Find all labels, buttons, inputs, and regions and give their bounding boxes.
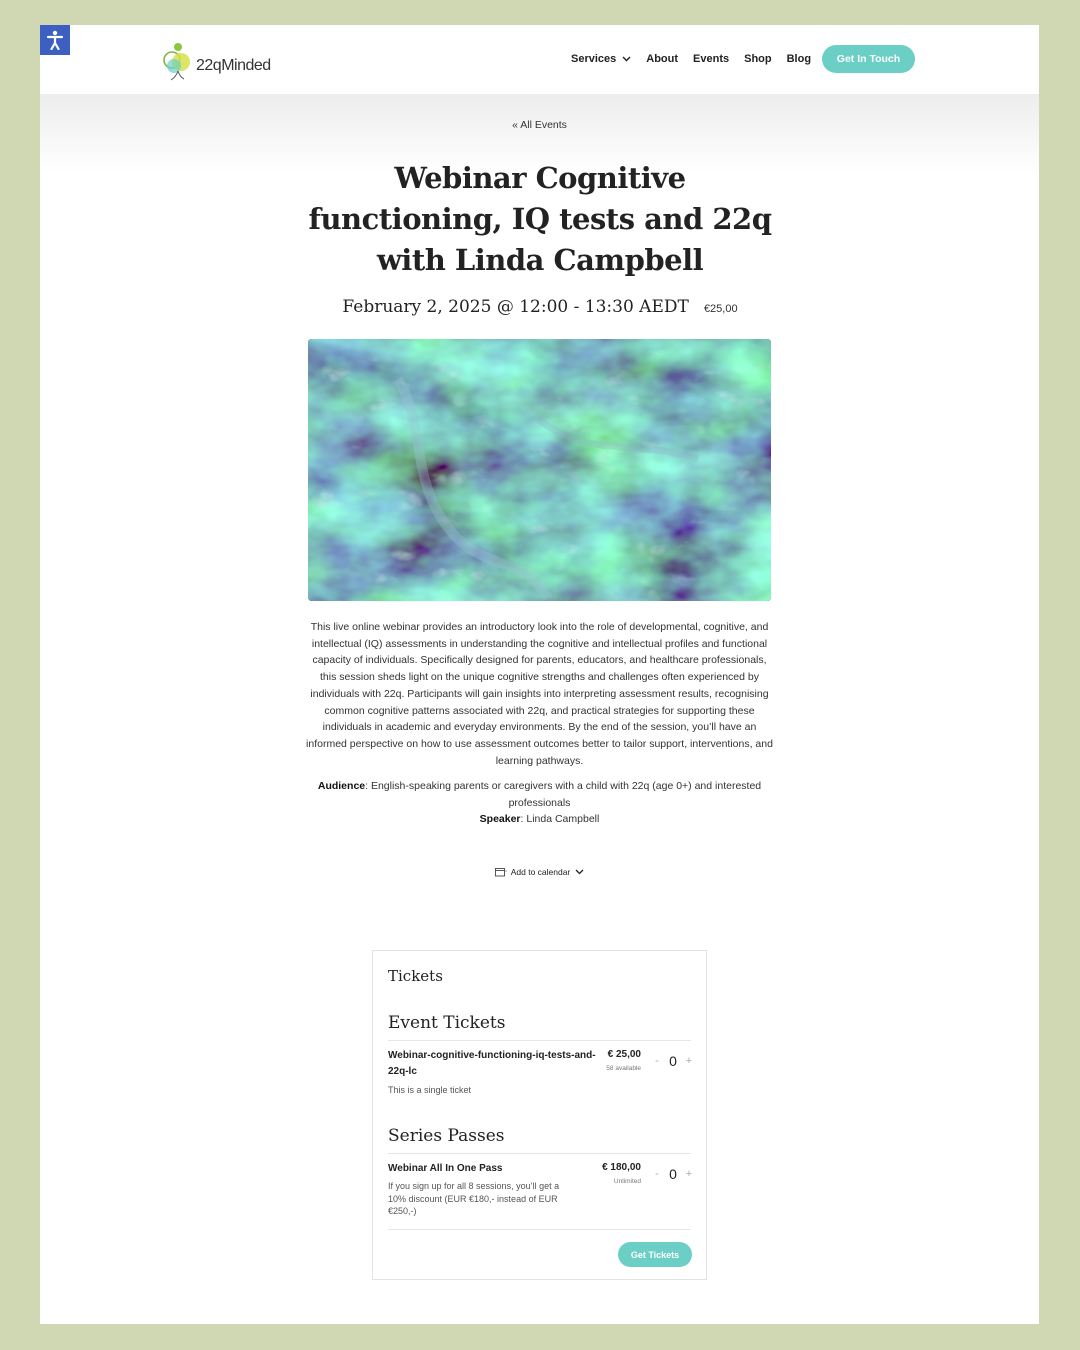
nav-item-services[interactable] bbox=[571, 53, 631, 65]
series-pass-description: If you sign up for all 8 sessions, you’ll get a 10% discount (EUR €180,- instead of EUR €250,-) bbox=[388, 1181, 560, 1216]
series-pass-price: € 180,00 bbox=[602, 1162, 641, 1173]
accessibility-button[interactable] bbox=[40, 25, 70, 55]
quantity-input[interactable]: 0 bbox=[669, 1166, 677, 1182]
event-tickets-heading: Event Tickets bbox=[388, 1013, 506, 1033]
nav-item-shop[interactable]: Shop bbox=[744, 53, 772, 65]
site-logo[interactable] bbox=[162, 37, 272, 85]
tickets-heading: Tickets bbox=[388, 967, 443, 985]
event-ticket-quantity bbox=[653, 1052, 693, 1070]
event-title: Webinar Cognitive functioning, IQ tests and 22q with Linda Campbell bbox=[308, 161, 772, 277]
tickets-form bbox=[372, 950, 707, 1280]
all-events-link[interactable]: « All Events bbox=[512, 119, 567, 131]
quantity-input[interactable]: 0 bbox=[669, 1053, 677, 1069]
speaker-text: : Linda Campbell bbox=[520, 813, 600, 826]
add-to-calendar-button[interactable] bbox=[40, 867, 1039, 877]
nav-item-events[interactable]: Events bbox=[693, 53, 730, 65]
add-to-calendar-label: Add to calendar bbox=[510, 867, 571, 877]
event-ticket-description: This is a single ticket bbox=[388, 1085, 472, 1095]
decrease-quantity-button[interactable]: - bbox=[655, 1055, 659, 1067]
decrease-quantity-button[interactable]: - bbox=[655, 1168, 659, 1180]
event-cost: €25,00 bbox=[703, 303, 738, 315]
chevron-down-icon bbox=[622, 56, 631, 62]
get-in-touch-button[interactable]: Get In Touch bbox=[822, 45, 915, 73]
increase-quantity-button[interactable]: + bbox=[685, 1055, 693, 1067]
page bbox=[40, 25, 1039, 1324]
divider bbox=[388, 1040, 691, 1041]
event-ticket-availability: 58 available bbox=[606, 1065, 641, 1072]
nav-item-about[interactable]: About bbox=[646, 53, 679, 65]
chevron-down-icon bbox=[575, 869, 584, 875]
logo-icon bbox=[162, 38, 194, 84]
series-passes-heading: Series Passes bbox=[388, 1126, 505, 1146]
event-featured-image bbox=[308, 339, 771, 601]
main-nav bbox=[571, 45, 826, 73]
event-ticket-name: Webinar-cognitive-functioning-iq-tests-and-22q-lc bbox=[388, 1050, 596, 1077]
event-description: This live online webinar provides an introductory look into the role of developmental, cognitive, and intellectual (IQ) assessments in understanding the cognitive and intellectual profiles and functional capacity of individuals. Specifically designed for parents, educators, and healthcare professionals, this session sheds light on the unique cognitive strengths and challenges often experienced by individuals with 22q. Participants will gain insights into interpreting assessment results, recognising common cognitive patterns associated with 22q, and practical strategies for supporting these individuals in academic and everyday environments. By the end of the session, you’ll have an informed perspective on how to use assessment outcomes better to tailor support, interventions, and learning pathways. bbox=[306, 621, 773, 767]
site-header bbox=[40, 25, 1039, 94]
nav-item-label: Services bbox=[571, 53, 617, 65]
nav-item-blog[interactable]: Blog bbox=[786, 53, 812, 65]
calendar-icon bbox=[495, 867, 507, 877]
series-pass-availability: Unlimited bbox=[613, 1178, 641, 1185]
audience-label: Audience bbox=[317, 780, 366, 792]
speaker-line bbox=[305, 811, 774, 828]
event-datetime-row bbox=[300, 297, 780, 317]
increase-quantity-button[interactable]: + bbox=[685, 1168, 693, 1180]
speaker-label: Speaker bbox=[479, 813, 521, 826]
series-pass-name: Webinar All In One Pass bbox=[388, 1163, 503, 1174]
divider bbox=[388, 1229, 691, 1230]
audience-line bbox=[305, 778, 774, 811]
accessibility-icon bbox=[46, 30, 64, 50]
event-ticket-price: € 25,00 bbox=[607, 1049, 641, 1060]
series-pass-quantity bbox=[653, 1165, 693, 1183]
get-tickets-button[interactable]: Get Tickets bbox=[618, 1242, 692, 1267]
audience-text: : English-speaking parents or caregivers with a child with 22q (age 0+) and interested professionals bbox=[365, 780, 762, 809]
event-meta bbox=[305, 778, 774, 828]
event-datetime: February 2, 2025 @ 12:00 - 13:30 AEDT bbox=[342, 297, 689, 317]
divider bbox=[388, 1153, 691, 1154]
logo-text: 22qMinded bbox=[196, 57, 271, 74]
